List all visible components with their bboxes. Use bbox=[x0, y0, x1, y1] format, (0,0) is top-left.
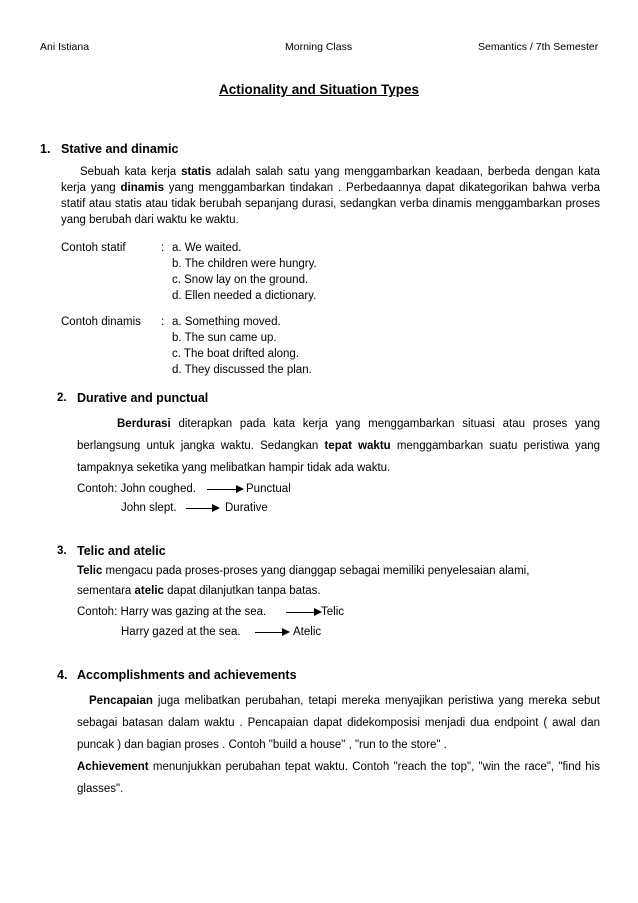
dinamis-label: Contoh dinamis bbox=[61, 316, 141, 328]
page-title: Actionality and Situation Types bbox=[218, 82, 420, 97]
dinamis-example: d. They discussed the plan. bbox=[172, 364, 312, 376]
section-1-number: 1. bbox=[40, 142, 51, 156]
statif-colon: : bbox=[161, 242, 165, 254]
durative-example-1-type: Punctual bbox=[246, 483, 291, 495]
section-4-number: 4. bbox=[57, 668, 68, 682]
statif-label: Contoh statif bbox=[61, 242, 126, 254]
statif-example: d. Ellen needed a dictionary. bbox=[172, 290, 317, 302]
durative-example-2: John slept. bbox=[121, 502, 177, 514]
durative-example-2-type: Durative bbox=[225, 502, 268, 514]
statif-example: c. Snow lay on the ground. bbox=[172, 274, 309, 286]
dinamis-colon: : bbox=[161, 316, 165, 328]
header-class: Morning Class bbox=[285, 41, 353, 53]
arrow-icon bbox=[186, 504, 220, 513]
dinamis-example: a. Something moved. bbox=[172, 316, 281, 328]
dinamis-example: c. The boat drifted along. bbox=[172, 348, 300, 360]
section-2-heading: Durative and punctual bbox=[77, 391, 209, 405]
section-4-paragraph-2: Achievement menunjukkan perubahan tepat waktu. Contoh "reach the top", "win the race", "find his glasses". bbox=[77, 761, 600, 795]
section-4-heading: Accomplishments and achievements bbox=[77, 668, 297, 682]
statif-example: a. We waited. bbox=[172, 242, 242, 254]
telic-example-2: Harry gazed at the sea. bbox=[121, 626, 241, 638]
durative-example-1: Contoh: John coughed. bbox=[77, 483, 196, 495]
section-3-line-1: Telic mengacu pada proses-proses yang dianggap sebagai memiliki penyelesaian alami, bbox=[77, 565, 530, 577]
arrow-icon bbox=[286, 608, 322, 617]
arrow-icon bbox=[255, 628, 290, 637]
telic-example-1: Contoh: Harry was gazing at the sea. bbox=[77, 606, 267, 618]
section-1-paragraph: Sebuah kata kerja statis adalah salah satu yang menggambarkan keadaan, berbeda dengan kata kerja yang dinamis yang menggambarkan tindakan . Perbedaannya dapat dikategorikan bahwa verba statif atau statis atau tidak berubah sepanjang durasi, sedangkan verba dinamis menggambarkan proses yang berubah dari waktu ke waktu. bbox=[61, 166, 600, 226]
header-author: Ani Istiana bbox=[40, 41, 90, 53]
section-4-paragraph: Pencapaian juga melibatkan perubahan, tetapi mereka menyajikan peristiwa yang mereka sebut sebagai batasan dalam waktu . Pencapaian dapat didekomposisi menjadi dua endpoint ( awal dan puncak ) dan bagian proses . Contoh "build a house" , "run to the store" . bbox=[77, 695, 600, 751]
section-2-number: 2. bbox=[57, 392, 67, 404]
section-2-paragraph: Berdurasi diterapkan pada kata kerja yang menggambarkan situasi atau proses yang berlangsung untuk jangka waktu. Sedangkan tepat waktu menggambarkan suatu peristiwa yang tampaknya seketika yang melibatkan hampir tidak ada waktu. bbox=[77, 418, 601, 474]
header-course: Semantics / 7th Semester bbox=[478, 41, 599, 53]
section-3-line-2: sementara atelic dapat dilanjutkan tanpa batas. bbox=[77, 585, 321, 597]
statif-example: b. The children were hungry. bbox=[172, 258, 317, 270]
section-1-heading: Stative and dinamic bbox=[61, 142, 179, 156]
telic-example-1-type: Telic bbox=[321, 606, 345, 618]
section-3-heading: Telic and atelic bbox=[77, 544, 166, 558]
section-3-number: 3. bbox=[57, 545, 67, 557]
dinamis-example: b. The sun came up. bbox=[172, 332, 277, 344]
telic-example-2-type: Atelic bbox=[293, 626, 322, 638]
arrow-icon bbox=[207, 485, 244, 494]
